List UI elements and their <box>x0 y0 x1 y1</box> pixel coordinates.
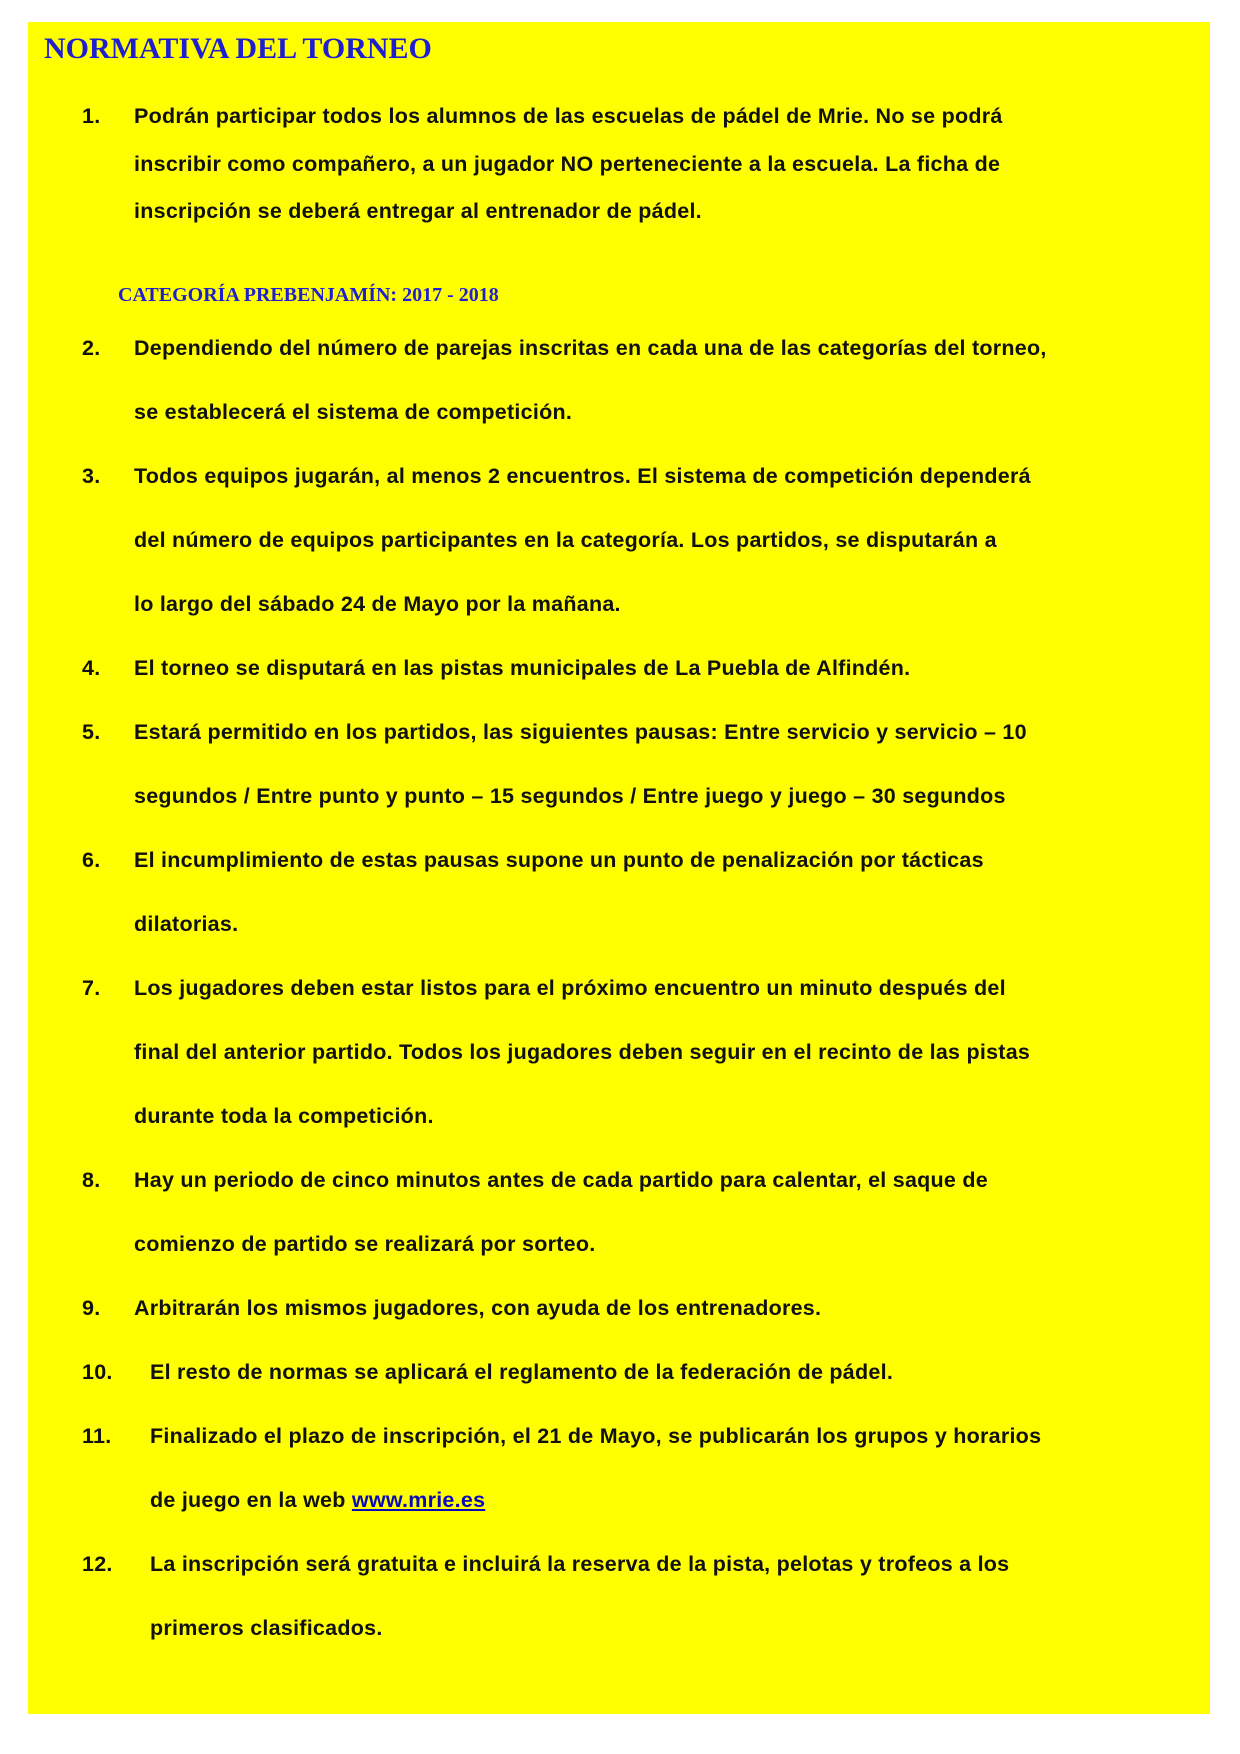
rule-number: 6. <box>82 848 101 872</box>
rule-11 <box>82 1404 1222 1532</box>
rule-line: comienzo de partido se realizará por sorteo. <box>134 1232 596 1256</box>
rule-number: 3. <box>82 464 101 488</box>
rule-line: inscribir como compañero, a un jugador NO perteneciente a la escuela. La ficha de <box>134 151 1001 176</box>
yellow-page <box>28 22 1210 1714</box>
rule-line: primeros clasificados. <box>150 1616 383 1640</box>
rule-7 <box>82 956 1222 1148</box>
rule-line: Los jugadores deben estar listos para el próximo encuentro un minuto después del <box>134 976 1006 1000</box>
rule-line: se establecerá el sistema de competición. <box>134 400 573 424</box>
rule-line: segundos / Entre punto y punto – 15 segundos / Entre juego y juego – 30 segundos <box>134 784 1006 808</box>
rule-line-with-link <box>150 1468 1222 1532</box>
rule-9 <box>82 1276 1222 1340</box>
rule-line: final del anterior partido. Todos los jugadores deben seguir en el recinto de las pistas <box>134 1040 1031 1064</box>
rule-line: Finalizado el plazo de inscripción, el 21 de Mayo, se publicarán los grupos y horarios <box>150 1424 1042 1448</box>
rule-line: Arbitrarán los mismos jugadores, con ayuda de los entrenadores. <box>134 1296 822 1320</box>
rule-number: 7. <box>82 976 101 1000</box>
rule-number: 4. <box>82 656 101 680</box>
rule-number: 5. <box>82 720 101 744</box>
rule-line: de juego en la web <box>150 1488 352 1512</box>
rule-number: 9. <box>82 1296 101 1320</box>
rule-number: 1. <box>82 104 101 128</box>
rule-line: durante toda la competición. <box>134 1104 434 1128</box>
rule-line: El incumplimiento de estas pausas supone un punto de penalización por tácticas <box>134 848 984 872</box>
category-heading: CATEGORÍA PREBENJAMÍN: 2017 - 2018 <box>118 284 499 306</box>
rule-line: Hay un periodo de cinco minutos antes de cada partido para calentar, el saque de <box>134 1168 988 1192</box>
rule-line: Dependiendo del número de parejas inscritas en cada una de las categorías del torneo, <box>134 336 1047 360</box>
rule-12 <box>82 1532 1222 1660</box>
rule-6 <box>82 828 1222 956</box>
rule-line: inscripción se deberá entregar al entrenador de pádel. <box>134 199 702 223</box>
rule-1 <box>82 93 1222 236</box>
rule-number: 2. <box>82 336 101 360</box>
rule-2 <box>82 316 1222 444</box>
rule-line: El resto de normas se aplicará el reglamento de la federación de pádel. <box>150 1360 894 1384</box>
rule-number: 10. <box>82 1360 113 1384</box>
rule-5 <box>82 700 1222 828</box>
rule-line: del número de equipos participantes en la categoría. Los partidos, se disputarán a <box>134 528 997 552</box>
rule-number: 12. <box>82 1552 113 1576</box>
rule-10 <box>82 1340 1222 1404</box>
rule-line: Estará permitido en los partidos, las siguientes pausas: Entre servicio y servicio – 10 <box>134 720 1027 744</box>
rule-line: Podrán participar todos los alumnos de las escuelas de pádel de Mrie. No se podrá <box>134 104 1003 128</box>
rule-line: dilatorias. <box>134 912 239 936</box>
rule-4 <box>82 636 1222 700</box>
website-link[interactable]: www.mrie.es <box>351 1488 486 1512</box>
rule-number: 11. <box>82 1424 112 1448</box>
rule-line: La inscripción será gratuita e incluirá la reserva de la pista, pelotas y trofeos a los <box>150 1552 1010 1576</box>
rule-line: El torneo se disputará en las pistas municipales de La Puebla de Alfindén. <box>134 656 911 680</box>
rule-3 <box>82 444 1222 636</box>
rule-number: 8. <box>82 1168 101 1192</box>
rule-line: Todos equipos jugarán, al menos 2 encuentros. El sistema de competición dependerá <box>134 464 1031 488</box>
page-title: NORMATIVA DEL TORNEO <box>44 32 432 65</box>
rule-8 <box>82 1148 1222 1276</box>
rule-line: lo largo del sábado 24 de Mayo por la mañana. <box>134 592 621 616</box>
